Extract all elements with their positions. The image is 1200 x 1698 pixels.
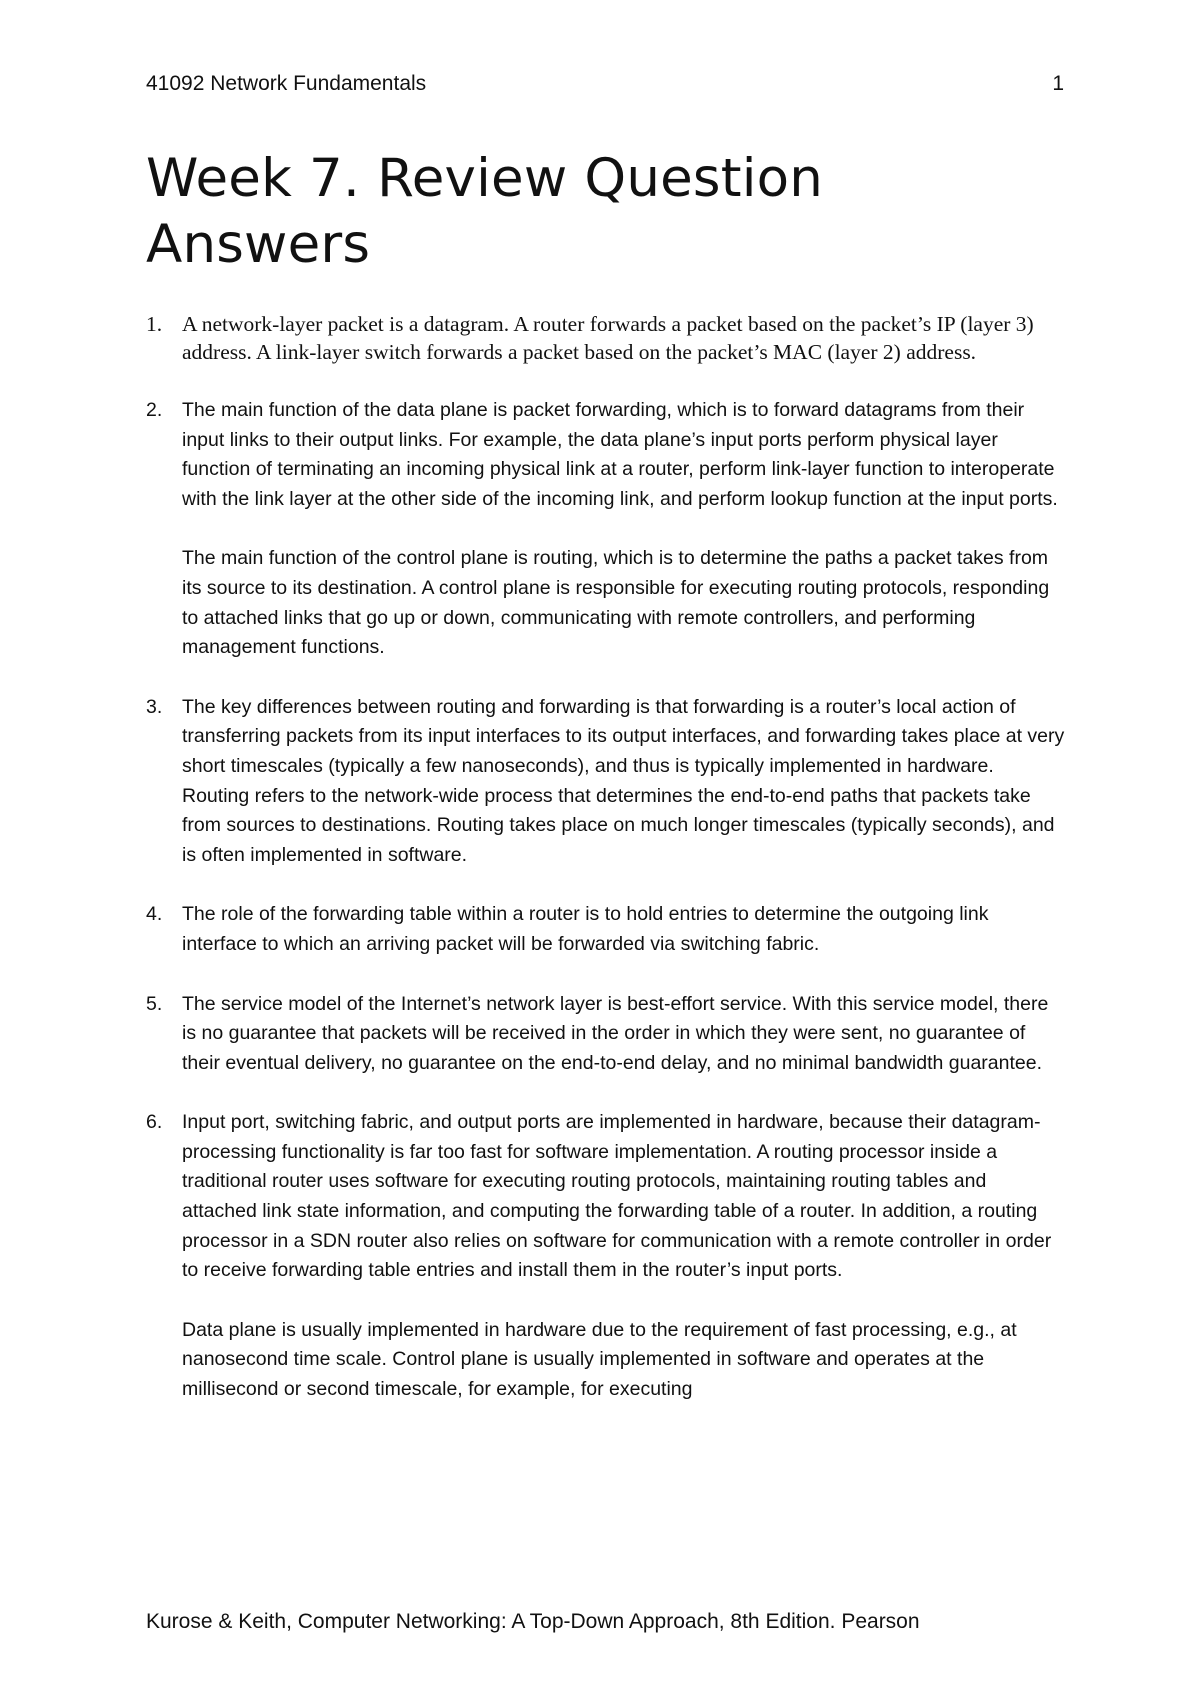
answer-item-5 xyxy=(146,990,1066,1079)
answer-item-6 xyxy=(146,1108,1066,1404)
answer-number: 3. xyxy=(146,695,163,718)
answer-number: 4. xyxy=(146,903,163,926)
answer-number: 6. xyxy=(146,1111,163,1134)
page-number: 1 xyxy=(1052,72,1064,95)
page-title xyxy=(146,146,1064,278)
page-header xyxy=(146,72,1064,96)
answer-item-4 xyxy=(146,900,1066,959)
page-footer xyxy=(146,1610,1064,1634)
answer-item-2 xyxy=(146,396,1066,663)
answer-text: The main function of the data plane is packet forwarding, which is to forward datagrams from their input links to their output links. For example, the data plane’s input ports perform physical layer function of terminating an incoming physical link at a router, perform link-layer function to interoperate with the link layer at the other side of the incoming link, and perform lookup function at the input ports. xyxy=(182,399,1058,510)
answer-text: The role of the forwarding table within a router is to hold entries to determine the outgoing link interface to which an arriving packet will be forwarded via switching fabric. xyxy=(182,903,989,955)
answer-text: The service model of the Internet’s network layer is best-effort service. With this service model, there is no guarantee that packets will be received in the order in which they were sent, no guarantee of their eventual delivery, no guarantee on the end-to-end delay, and no minimal bandwidth guarantee. xyxy=(182,992,1049,1074)
answer-list xyxy=(146,310,1066,1435)
course-title: 41092 Network Fundamentals xyxy=(146,72,427,95)
page-title-line-2: Answers xyxy=(146,214,371,275)
answer-text: Data plane is usually implemented in hardware due to the requirement of fast processing, e.g., at nanosecond time scale. Control plane is usually implemented in software and operates at the millisecond or second timescale, for example, for executing xyxy=(182,1318,1017,1401)
page-title-line-1: Week 7. Review Question xyxy=(146,148,824,209)
answer-number: 5. xyxy=(146,992,163,1015)
answer-item-1 xyxy=(146,310,1066,366)
answer-item-3 xyxy=(146,693,1066,871)
answer-text: The main function of the control plane is routing, which is to determine the paths a packet takes from its source to its destination. A control plane is responsible for executing routing protocols, responding to attached links that go up or down, communicating with remote controllers, and performing management functions. xyxy=(182,547,1050,659)
answer-text: A network-layer packet is a datagram. A router forwards a packet based on the packet’s IP (layer 3) address. A link-layer switch forwards a packet based on the packet’s MAC (layer 2) address. xyxy=(182,312,1034,364)
answer-number: 2. xyxy=(146,399,163,421)
answer-text: The key differences between routing and forwarding is that forwarding is a router’s local action of transferring packets from its input interfaces to its output interfaces, and forwarding takes place at very short timescales (typically a few nanoseconds), and thus is typically implemented in hardware. Routing refers to the network-wide process that determines the end-to-end paths that packets take from sources to destinations. Routing takes place on much longer timescales (typically seconds), and is often implemented in software. xyxy=(182,695,1065,866)
footer-citation: Kurose & Keith, Computer Networking: A Top-Down Approach, 8th Edition. Pearson xyxy=(146,1610,920,1633)
answer-text: Input port, switching fabric, and output ports are implemented in hardware, because their datagram-processing functionality is far too fast for software implementation. A routing processor inside a traditional router uses software for executing routing protocols, maintaining routing tables and attached link state information, and computing the forwarding table of a router. In addition, a routing processor in a SDN router also relies on software for communication with a remote controller in order to receive forwarding table entries and install them in the router’s input ports. xyxy=(182,1111,1052,1282)
answer-number: 1. xyxy=(146,312,163,336)
